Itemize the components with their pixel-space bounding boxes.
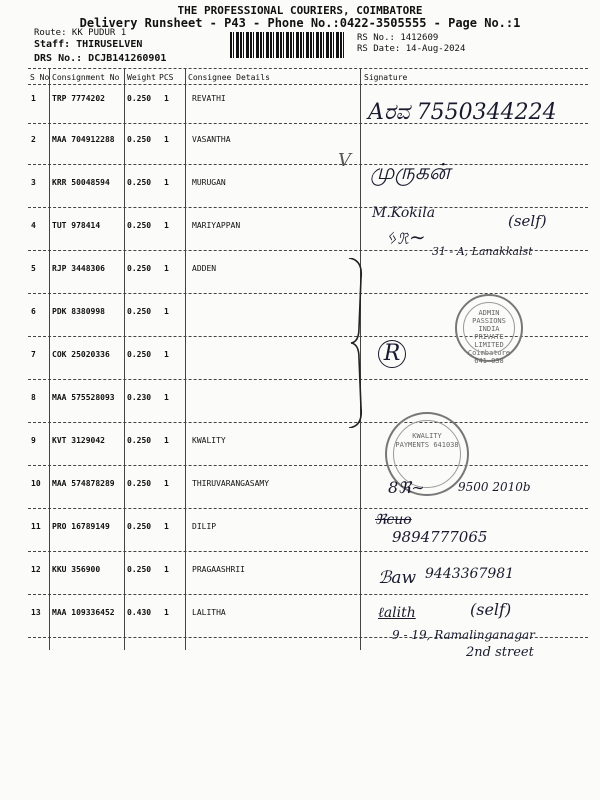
row-consignment: MAA 109336452	[52, 608, 115, 617]
row-pcs: 1	[164, 178, 169, 187]
signature-row12: ℬaw	[378, 568, 417, 588]
row-consignment: COK 25020336	[52, 350, 110, 359]
row-consignment: RJP 3448306	[52, 264, 105, 273]
row-consignee: MARIYAPPAN	[192, 221, 241, 230]
row-sno: 3	[31, 178, 36, 187]
address-row13-line2: 2nd street	[466, 645, 534, 660]
grouping-brace	[345, 258, 365, 428]
row-sno: 12	[31, 565, 41, 574]
phone-row10: 9500 2010b	[458, 480, 531, 494]
row-pcs: 1	[164, 94, 169, 103]
row-consignee: REVATHI	[192, 94, 226, 103]
row-weight: 0.250	[127, 135, 152, 144]
phone-row11: 9894777065	[392, 528, 488, 546]
self-note: (self)	[508, 212, 547, 230]
signature-row11: ℜcuo	[375, 512, 412, 528]
row-weight: 0.250	[127, 307, 152, 316]
row-weight: 0.430	[127, 608, 152, 617]
row-weight: 0.250	[127, 221, 152, 230]
row-consignee: VASANTHA	[192, 135, 231, 144]
row-consignment: TUT 978414	[52, 221, 101, 230]
self-note-row13: (self)	[470, 600, 512, 619]
phone-row12: 9443367981	[425, 566, 515, 582]
header-rule	[28, 84, 588, 85]
row-sno: 1	[31, 94, 36, 103]
row-pcs: 1	[164, 436, 169, 445]
row-sno: 13	[31, 608, 41, 617]
row-consignment: MAA 575528093	[52, 393, 115, 402]
row-sno: 7	[31, 350, 36, 359]
row-pcs: 1	[164, 135, 169, 144]
row-pcs: 1	[164, 221, 169, 230]
row-consignment: MAA 574878289	[52, 479, 115, 488]
drs-number: DRS No.: DCJB141260901	[34, 53, 167, 64]
row-pcs: 1	[164, 393, 169, 402]
row-consignment: MAA 704912288	[52, 135, 115, 144]
row-consignee: LALITHA	[192, 608, 226, 617]
barcode	[230, 32, 345, 58]
row-rule	[28, 293, 588, 294]
row-consignee: MURUGAN	[192, 178, 226, 187]
rs-date: RS Date: 14-Aug-2024	[357, 44, 466, 54]
signature-scribble: ᛃℜ∼	[385, 225, 426, 249]
rs-number: RS No.: 1412609	[357, 33, 439, 43]
col-pcs: PCS	[159, 73, 174, 82]
col-sno: S No	[30, 73, 50, 82]
row-sno: 8	[31, 393, 36, 402]
row-consignee: THIRUVARANGASAMY	[192, 479, 270, 488]
address-row13: 9 - 19, Ramalinganagar	[392, 628, 535, 642]
row-pcs: 1	[164, 479, 169, 488]
row-consignment: KRR 50048594	[52, 178, 110, 187]
row-consignee: KWALITY	[192, 436, 226, 445]
kwality-stamp: KWALITY PAYMENTS 641038	[385, 412, 469, 496]
staff-label: Staff: THIRUSELVEN	[34, 39, 143, 50]
signature-row2: V	[338, 150, 351, 171]
row-consignment: TRP 7774202	[52, 94, 105, 103]
row-sno: 11	[31, 522, 41, 531]
row-rule	[28, 207, 588, 208]
signature-row4: M.Kokila	[372, 205, 436, 221]
row-pcs: 1	[164, 350, 169, 359]
runsheet-title: Delivery Runsheet - P43 - Phone No.:0422-3505555 - Page No.:1	[79, 16, 521, 30]
runsheet-header	[0, 0, 600, 70]
signature-row7: R	[378, 340, 406, 368]
company-title: THE PROFESSIONAL COURIERS, COIMBATORE	[177, 4, 423, 17]
row-weight: 0.250	[127, 178, 152, 187]
row-rule	[28, 379, 588, 380]
row-pcs: 1	[164, 307, 169, 316]
row-sno: 9	[31, 436, 36, 445]
signature-row13: ℓalith	[378, 605, 416, 621]
row-weight: 0.250	[127, 350, 152, 359]
row-rule	[28, 551, 588, 552]
row-rule	[28, 422, 588, 423]
row-pcs: 1	[164, 608, 169, 617]
row-consignment: PRO 16789149	[52, 522, 110, 531]
row-weight: 0.250	[127, 522, 152, 531]
signature-row10: 8ℜ∼	[388, 478, 425, 497]
signature-row1: Aರವ 7550344224	[368, 100, 557, 125]
row-consignee: PRAGAASHRII	[192, 565, 245, 574]
col-consignment: Consignment No	[52, 73, 120, 82]
row-consignment: KKU 356900	[52, 565, 101, 574]
table-top-rule	[28, 68, 588, 69]
col-consignee: Consignee Details	[188, 73, 270, 82]
row-pcs: 1	[164, 264, 169, 273]
row-rule	[28, 164, 588, 165]
row-rule	[28, 465, 588, 466]
row-pcs: 1	[164, 522, 169, 531]
row-weight: 0.250	[127, 264, 152, 273]
row-consignment: KVT 3129042	[52, 436, 105, 445]
row-rule	[28, 594, 588, 595]
row-sno: 4	[31, 221, 36, 230]
row-weight: 0.250	[127, 94, 152, 103]
row-weight: 0.250	[127, 479, 152, 488]
row-weight: 0.250	[127, 436, 152, 445]
signature-row3: முருகன்	[370, 160, 451, 185]
row-consignment: PDK 8380998	[52, 307, 105, 316]
row-sno: 2	[31, 135, 36, 144]
row-sno: 6	[31, 307, 36, 316]
row-sno: 5	[31, 264, 36, 273]
address-note: 31 - A, Lanakkalst	[432, 245, 533, 258]
row-sno: 10	[31, 479, 41, 488]
row-consignee: DILIP	[192, 522, 217, 531]
row-rule	[28, 508, 588, 509]
row-consignee: ADDEN	[192, 264, 217, 273]
row-pcs: 1	[164, 565, 169, 574]
row-weight: 0.250	[127, 565, 152, 574]
col-weight: Weight	[127, 73, 156, 82]
route-label: Route: KK PUDUR 1	[34, 28, 127, 38]
col-signature: Signature	[364, 73, 408, 82]
row-weight: 0.230	[127, 393, 152, 402]
company-stamp: ADMIN PASSIONS INDIA PRIVATE LIMITED Coimbatore 641 038	[455, 294, 523, 362]
